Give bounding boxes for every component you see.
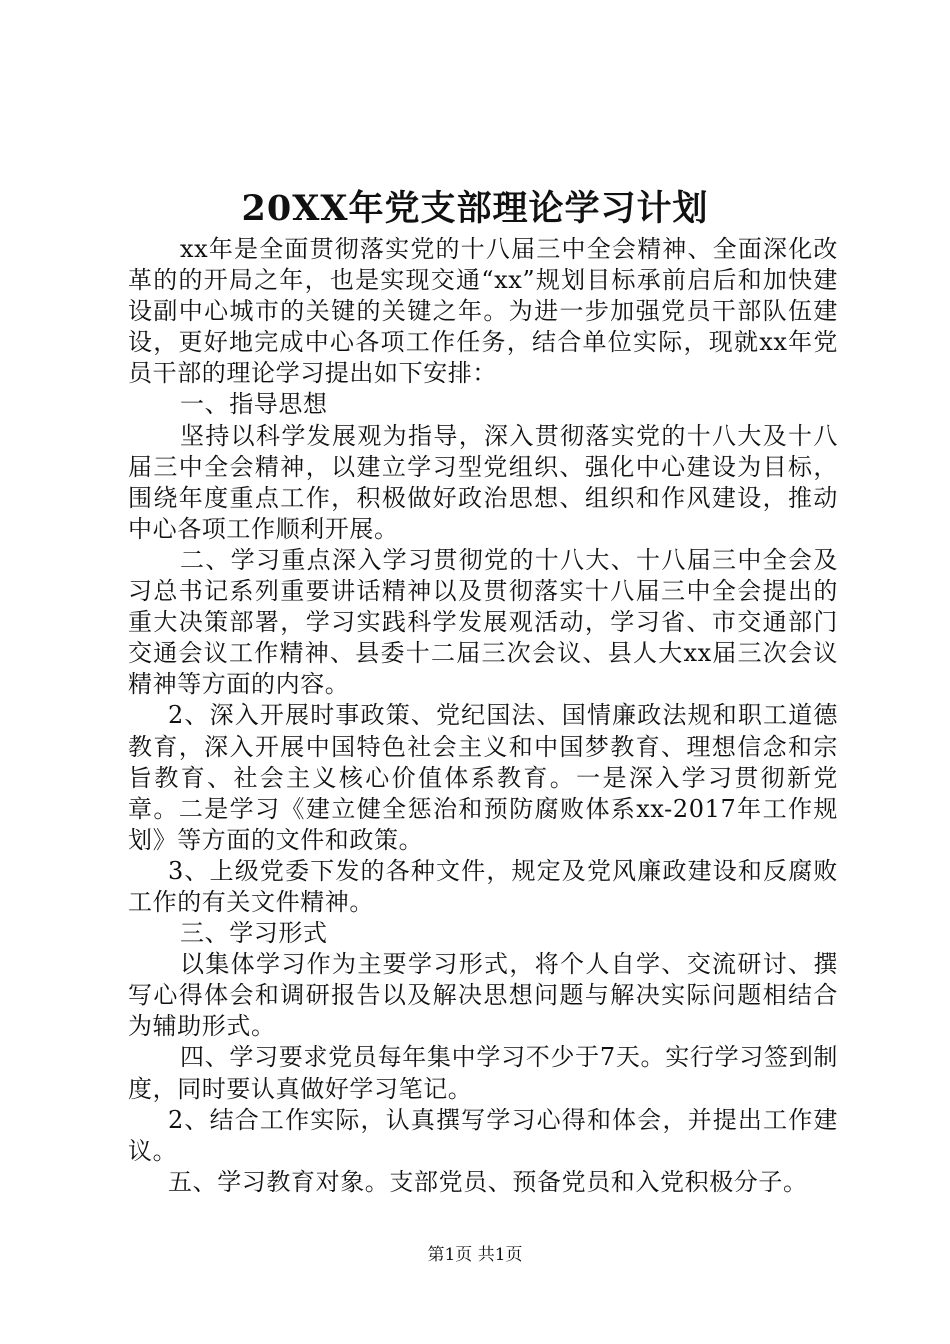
document-body: [128, 234, 838, 1198]
section-heading-guiding-ideology: 一、指导思想: [180, 390, 328, 419]
document-title: 20XX年党支部理论学习计划: [241, 188, 709, 229]
study-requirements-item-2: 2、结合工作实际，认真撰写学习心得和体会，并提出工作建议。: [128, 1105, 838, 1165]
study-focus-paragraph: 二、学习重点深入学习贯彻党的十八大、十八届三中全会及习总书记系列重要讲话精神以及贯彻落实十八届三中全会提出的重大决策部署，学习实践科学发展观活动，学习省、市交通部门交通会议工作精神、县委十二届三次会议、县人大xx届三次会议精神等方面的内容。: [128, 545, 838, 699]
study-focus-item-3: 3、上级党委下发的各种文件，规定及党风廉政建设和反腐败工作的有关文件精神。: [128, 856, 838, 916]
study-targets-paragraph: 五、学习教育对象。支部党员、预备党员和入党积极分子。: [168, 1167, 808, 1196]
guiding-ideology-paragraph: 坚持以科学发展观为指导，深入贯彻落实党的十八大及十八届三中全会精神，以建立学习型党组织、强化中心建设为目标，围绕年度重点工作，积极做好政治思想、组织和作风建设，推动中心各项工作顺利开展。: [128, 421, 838, 543]
page-footer: 第1页 共1页: [427, 1245, 523, 1265]
study-focus-item-2: 2、深入开展时事政策、党纪国法、国情廉政法规和职工道德教育，深入开展中国特色社会主义和中国梦教育、理想信念和宗旨教育、社会主义核心价值体系教育。一是深入学习贯彻新党章。二是学习《建立健全惩治和预防腐败体系xx-2017年工作规划》等方面的文件和政策。: [128, 701, 838, 854]
intro-paragraph: xx年是全面贯彻落实党的十八届三中全会精神、全面深化改革的的开局之年，也是实现交通“xx”规划目标承前启后和加快建设副中心城市的关键的关键之年。为进一步加强党员干部队伍建设，更好地完成中心各项工作任务，结合单位实际，现就xx年党员干部的理论学习提出如下安排：: [128, 235, 838, 388]
study-form-paragraph: 以集体学习作为主要学习形式，将个人自学、交流研讨、撰写心得体会和调研报告以及解决思想问题与解决实际问题相结合为辅助形式。: [128, 950, 838, 1041]
study-requirements-paragraph: 四、学习要求党员每年集中学习不少于7天。实行学习签到制度，同时要认真做好学习笔记。: [128, 1043, 838, 1103]
section-heading-study-form: 三、学习形式: [180, 919, 328, 948]
